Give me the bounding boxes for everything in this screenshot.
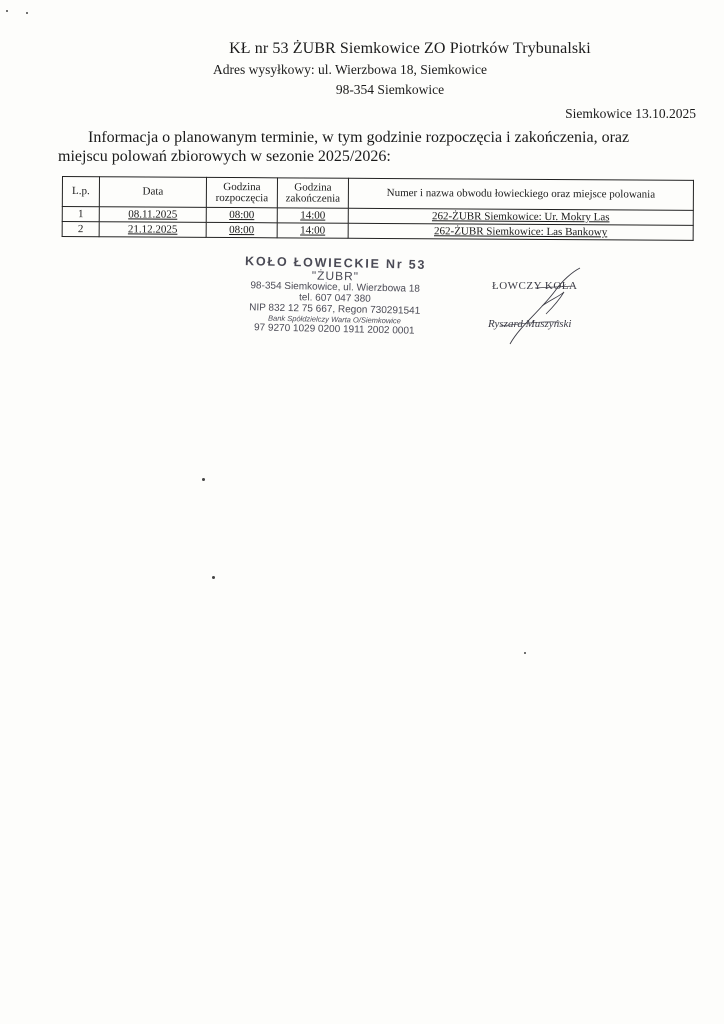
cell-place xyxy=(348,223,693,240)
intro-line-1: Informacja o planowanym terminie, w tym godzinie rozpoczęcia i zakończenia, oraz xyxy=(88,129,630,146)
col-header-start: Godzina rozpoczęcia xyxy=(206,177,277,207)
col-header-place: Numer i nazwa obwodu łowieckiego oraz miejsce polowania xyxy=(348,178,693,210)
table-row xyxy=(62,222,693,241)
cell-end xyxy=(277,223,348,238)
cell-start-text: 08:00 xyxy=(229,209,255,222)
hunt-schedule-table xyxy=(62,176,694,241)
cell-date xyxy=(99,207,206,223)
cell-end-text: 14:00 xyxy=(300,209,326,222)
col-header-lp: L.p. xyxy=(62,177,99,207)
cell-end xyxy=(277,208,348,223)
col-header-end: Godzina zakończenia xyxy=(277,178,348,208)
stamp-line-7: 97 9270 1029 0200 1911 2002 0001 xyxy=(253,322,415,337)
cell-end-text: 14:00 xyxy=(300,224,326,237)
scan-speck xyxy=(212,576,215,579)
stamp-line-5: NIP 832 12 75 667, Regon 730291541 xyxy=(249,302,421,317)
signature-block xyxy=(480,266,600,346)
scan-speck xyxy=(202,478,205,481)
cell-place-text: 262-ŻUBR Siemkowice: Las Bankowy xyxy=(434,225,608,239)
table-header-row xyxy=(62,177,693,211)
col-header-date: Data xyxy=(99,177,206,208)
postal-code-city: 98-354 Siemkowice xyxy=(335,82,445,97)
cell-date-text: 08.11.2025 xyxy=(128,208,178,221)
signature-name: Ryszard Muszyński xyxy=(488,318,572,330)
scan-speck xyxy=(26,12,28,14)
cell-place-text: 262-ŻUBR Siemkowice: Ur. Mokry Las xyxy=(431,210,610,224)
cell-date xyxy=(99,222,206,238)
club-name: KŁ nr 53 ŻUBR Siemkowice ZO Piotrków Trybunalski xyxy=(229,40,591,57)
shipping-address: Adres wysyłkowy: ul. Wierzbowa 18, Siemkowice xyxy=(212,62,488,77)
place-date: Siemkowice 13.10.2025 xyxy=(565,106,696,121)
cell-start-text: 08:00 xyxy=(229,224,255,237)
cell-start xyxy=(206,222,277,237)
stamp-line-1: KOŁO ŁOWIECKIE Nr 53 xyxy=(244,254,427,272)
club-stamp xyxy=(221,254,449,338)
intro-line-2: miejscu polowań zbiorowych w sezonie 2025/2026: xyxy=(58,148,391,165)
stamp-line-4: tel. 607 047 380 xyxy=(298,292,371,305)
signature-title: ŁOWCZY KOŁA xyxy=(492,280,578,292)
stamp-line-3: 98-354 Siemkowice, ul. Wierzbowa 18 xyxy=(250,280,421,295)
intro-text xyxy=(58,128,698,166)
cell-start xyxy=(206,207,277,222)
cell-lp: 2 xyxy=(62,222,99,237)
scan-speck xyxy=(6,10,8,12)
stamp-line-6: Bank Spółdzielczy Warta O/Siemkowice xyxy=(267,313,401,326)
cell-date-text: 21.12.2025 xyxy=(127,223,178,236)
handwritten-signature-icon xyxy=(480,266,600,346)
cell-lp: 1 xyxy=(62,207,99,222)
stamp-line-2: "ŻUBR" xyxy=(311,268,360,284)
scan-speck xyxy=(524,652,526,654)
